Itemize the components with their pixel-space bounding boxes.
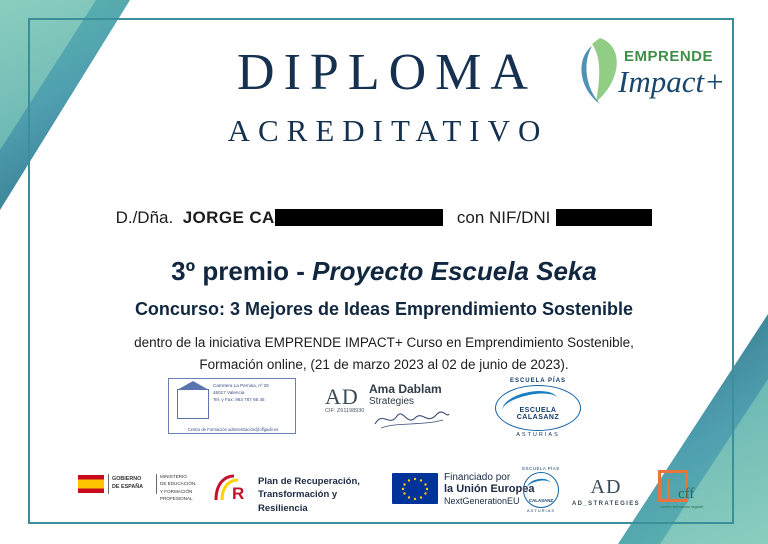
footer-logo-strip xyxy=(0,462,768,520)
eu-line3: NextGenerationEU xyxy=(444,496,520,506)
prtr-mark-icon xyxy=(212,472,252,504)
award-contest: Concurso: 3 Mejores de Ideas Emprendimiento Sostenible xyxy=(134,299,634,319)
calasanz-seal-graphic xyxy=(486,378,590,436)
prtr-line1: Plan de Recuperación, xyxy=(258,476,360,487)
calasanz-top-text: ESCUELA PÍAS xyxy=(509,378,567,384)
swoosh-icon-small xyxy=(526,477,552,496)
calasanz-seal xyxy=(486,378,596,436)
cff-logo xyxy=(652,470,710,514)
signature-row xyxy=(0,378,768,454)
title-subtitle: ACREDITATIVO xyxy=(227,112,549,148)
gobierno-de-espana-logo xyxy=(78,472,210,506)
ad-title: Ama Dablam xyxy=(369,382,442,396)
ad-footer-monogram: AD xyxy=(590,476,622,498)
recipient-line xyxy=(0,208,768,228)
handwritten-signature-icon xyxy=(373,406,451,432)
recipient-prefix: D./Dña. xyxy=(115,208,174,227)
award-prize-line xyxy=(0,256,768,287)
stamp-centro-formacion xyxy=(168,378,298,434)
stamp-address-line3: Tel. y Fax: 963 787 66 45 xyxy=(213,396,265,402)
calasanz-footer-text: ASTURIAS xyxy=(516,432,560,438)
redaction-bar-name xyxy=(275,209,443,226)
emprende-impact-logo xyxy=(570,30,730,116)
svg-text:R: R xyxy=(232,484,245,503)
ministerio-text: MINISTERIO DE EDUCACIÓN, Y FORMACIÓN PROFESIONAL xyxy=(160,474,197,502)
stamp-footer: Centro de Formación administración@cffgadir.es xyxy=(187,427,279,432)
stamp-box xyxy=(168,378,296,434)
award-context-line2: Formación online, (21 de marzo 2023 al 02 de junio de 2023). xyxy=(199,357,569,373)
cff-subtext: centro formación fagadir xyxy=(660,504,704,509)
calasanz-oval xyxy=(495,385,581,431)
calasanz-center-line1: ESCUELA xyxy=(519,406,557,414)
redaction-bar-nif xyxy=(556,209,652,226)
award-context xyxy=(0,332,768,377)
stamp-address xyxy=(213,383,293,404)
ad-subtitle: Strategies xyxy=(369,396,415,407)
prtr-text xyxy=(258,475,382,515)
award-context-line1: dentro de la iniciativa EMPRENDE IMPACT+ Curso en Emprendimiento Sostenible, xyxy=(134,335,634,350)
ama-dablam-strategies-signature xyxy=(325,380,475,445)
stamp-address-line2: 46017 Valencia xyxy=(213,389,245,395)
award-prize: 3º premio - xyxy=(171,256,313,286)
calasanz-footer-center: CALASANZ xyxy=(528,498,554,503)
ad-logo xyxy=(325,380,475,440)
recipient-name: JORGE CA xyxy=(182,208,275,227)
divider xyxy=(108,474,109,494)
logo-line2: Impact+ xyxy=(618,64,726,99)
spain-flag-icon xyxy=(78,475,104,493)
ad-strategies-footer-logo xyxy=(566,476,646,508)
calasanz-footer-logo xyxy=(520,466,562,516)
calasanz-footer-bottom: ASTURIAS xyxy=(526,508,555,513)
cff-text: cff xyxy=(678,486,695,502)
gobierno-text: GOBIERNO DE ESPAÑA xyxy=(112,476,144,491)
plan-recuperacion-logo xyxy=(212,470,382,514)
house-icon xyxy=(177,389,209,419)
ad-monogram: AD xyxy=(325,384,359,409)
title-main: DIPLOMA xyxy=(237,44,537,101)
award-block xyxy=(0,256,768,377)
calasanz-footer-circle xyxy=(523,472,559,508)
stamp-address-line1: Carretera La Pernisa, nº 20 xyxy=(213,383,269,388)
eu-line2: la Unión Europea xyxy=(444,483,535,495)
calasanz-center-text xyxy=(496,407,580,422)
nif-label: con NIF/DNI xyxy=(456,208,551,227)
ad-footer-sub: AD_STRATEGIES xyxy=(571,501,641,507)
award-project: Proyecto Escuela Seka xyxy=(312,256,597,286)
divider-2 xyxy=(156,474,157,494)
eu-flag-icon xyxy=(392,473,438,504)
logo-line1: EMPRENDE xyxy=(624,48,714,65)
prtr-line2: Transformación y Resiliencia xyxy=(258,489,338,514)
eu-line1: Financiado por xyxy=(444,472,511,483)
ad-cif: CIF: Z61198930 xyxy=(325,408,365,414)
calasanz-center-line2: CALASANZ xyxy=(516,414,560,422)
calasanz-footer-top: ESCUELA PÍAS xyxy=(522,466,560,471)
